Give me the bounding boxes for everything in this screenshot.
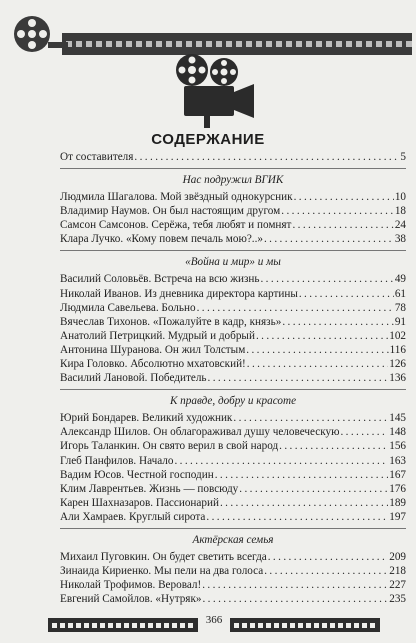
divider [60, 168, 406, 169]
toc-entry [60, 510, 406, 524]
leader-dots [294, 190, 394, 204]
film-hole [246, 41, 252, 47]
film-hole [96, 41, 102, 47]
entry-page: 218 [389, 565, 406, 578]
film-hole [354, 623, 359, 628]
film-hole [274, 623, 279, 628]
leader-dots [215, 468, 388, 482]
leader-dots [197, 301, 394, 315]
entry-title: Николай Иванов. Из дневника директора картины [60, 287, 298, 300]
film-hole [206, 41, 212, 47]
entry-page: 235 [389, 593, 406, 606]
film-hole [108, 623, 113, 628]
film-hole [60, 623, 65, 628]
film-hole [176, 41, 182, 47]
film-hole [68, 623, 73, 628]
entry-title: Клара Лучко. «Кому повем печаль мою?..» [60, 233, 263, 246]
section-heading: К правде, добру и красоте [169, 395, 297, 408]
toc-entry [60, 482, 406, 496]
entry-page: 91 [394, 315, 406, 328]
leader-dots [239, 482, 388, 496]
film-hole [242, 623, 247, 628]
toc-entry [60, 564, 406, 578]
entry-title: Юрий Бондарев. Великий художник [60, 412, 233, 425]
entry-page: 197 [389, 510, 406, 523]
entry-page: 136 [389, 372, 406, 385]
film-hole [52, 623, 57, 628]
entry-title: Евгений Самойлов. «Нутряк» [60, 593, 202, 606]
film-hole [330, 623, 335, 628]
leader-dots [260, 272, 393, 286]
entry-page: 148 [389, 426, 406, 439]
film-hole [156, 41, 162, 47]
entry-page: 227 [389, 579, 406, 592]
entry-title: Анатолий Петрицкий. Мудрый и добрый [60, 329, 255, 342]
sections-container [60, 172, 406, 606]
leader-dots [256, 329, 388, 343]
film-hole [346, 623, 351, 628]
leader-dots [268, 550, 388, 564]
film-hole [336, 41, 342, 47]
toc-entry [60, 301, 406, 315]
entry-title: Вячеслав Тихонов. «Пожалуйте в кадр, князь» [60, 315, 282, 328]
film-hole [148, 623, 153, 628]
film-hole [322, 623, 327, 628]
entry-title: Антонина Шуранова. Он жил Толстым [60, 343, 246, 356]
film-hole [100, 623, 105, 628]
film-hole [86, 41, 92, 47]
toc-entry [60, 454, 406, 468]
entry-page: 176 [389, 482, 406, 495]
toc-entry [60, 315, 406, 329]
film-hole [186, 41, 192, 47]
page-number: 366 [205, 614, 223, 626]
toc-entry [60, 329, 406, 343]
section-heading: «Война и мир» и мы [185, 256, 281, 269]
film-hole [396, 41, 402, 47]
entry-title: Глеб Панфилов. Начало [60, 454, 174, 467]
entry-title: Михаил Пуговкин. Он будет светить всегда [60, 550, 267, 563]
entry-title: Владимир Наумов. Он был настоящим другом [60, 205, 281, 218]
entry-title: Али Хамраев. Круглый сирота [60, 510, 206, 523]
leader-dots [247, 357, 388, 371]
toc-entry [60, 218, 406, 232]
section-heading: Нас подружил ВГИК [182, 174, 284, 187]
entry-page: 10 [394, 191, 406, 204]
film-reel-icon [10, 12, 70, 60]
entry-page: 5 [400, 151, 406, 163]
film-hole [298, 623, 303, 628]
entry-title: Кира Головко. Абсолютно мхатовский! [60, 358, 246, 371]
entry-title: Зинаида Кириенко. Мы пели на два голоса [60, 565, 264, 578]
section-heading: Актёрская семья [192, 533, 274, 546]
film-hole [188, 623, 193, 628]
leader-dots [246, 343, 388, 357]
film-hole [76, 41, 82, 47]
entry-page: 49 [394, 273, 406, 286]
film-hole [290, 623, 295, 628]
entry-title: От составителя [60, 151, 134, 163]
film-hole [116, 623, 121, 628]
toc-entry [60, 343, 406, 357]
entry-page: 102 [389, 329, 406, 342]
film-hole [406, 41, 412, 47]
toc-entry [60, 425, 406, 439]
film-hole [124, 623, 129, 628]
entry-title: Людмила Савельева. Больно [60, 301, 196, 314]
leader-dots [134, 150, 399, 164]
toc-entry [60, 578, 406, 592]
film-hole [346, 41, 352, 47]
toc-entry [60, 287, 406, 301]
leader-dots [281, 204, 394, 218]
film-hole [196, 41, 202, 47]
entry-title: Александр Шилов. Он облагораживал душу человеческую [60, 426, 340, 439]
toc-entry [60, 439, 406, 453]
entry-title: Игорь Таланкин. Он свято верил в свой народ [60, 440, 279, 453]
leader-dots [206, 510, 388, 524]
leader-dots [220, 496, 388, 510]
film-hole [362, 623, 367, 628]
film-hole [356, 41, 362, 47]
leader-dots [202, 578, 388, 592]
film-hole [236, 41, 242, 47]
entry-page: 209 [389, 550, 406, 563]
film-hole [156, 623, 161, 628]
toc-entry [60, 371, 406, 385]
toc-entry [60, 468, 406, 482]
film-hole [116, 41, 122, 47]
film-hole [256, 41, 262, 47]
film-hole [386, 41, 392, 47]
film-hole [172, 623, 177, 628]
film-hole [226, 41, 232, 47]
film-hole [126, 41, 132, 47]
toc-entry [60, 190, 406, 204]
film-hole [146, 41, 152, 47]
toc-entry [60, 496, 406, 510]
entry-page: 78 [394, 301, 406, 314]
film-hole [166, 41, 172, 47]
entry-title: Клим Лаврентьев. Жизнь — повсюду [60, 482, 239, 495]
film-hole [296, 41, 302, 47]
toc-entry [60, 272, 406, 286]
film-hole [76, 623, 81, 628]
film-hole [258, 623, 263, 628]
divider [60, 528, 406, 529]
film-hole [316, 41, 322, 47]
film-hole [92, 623, 97, 628]
film-hole [326, 41, 332, 47]
entry-page: 116 [389, 343, 406, 356]
entry-title: Василий Лановой. Победитель [60, 372, 207, 385]
film-hole [132, 623, 137, 628]
film-hole [216, 41, 222, 47]
film-hole [366, 41, 372, 47]
page-title: СОДЕРЖАНИЕ [151, 131, 265, 148]
film-hole [314, 623, 319, 628]
toc-entry [60, 204, 406, 218]
entry-page: 156 [389, 440, 406, 453]
film-hole [286, 41, 292, 47]
film-hole [140, 623, 145, 628]
leader-dots [264, 564, 388, 578]
film-hole [164, 623, 169, 628]
leader-dots [282, 315, 394, 329]
entry-title: Вадим Юсов. Честной господин [60, 468, 214, 481]
entry-page: 18 [394, 205, 406, 218]
leader-dots [202, 592, 388, 606]
film-hole [234, 623, 239, 628]
film-hole [250, 623, 255, 628]
bottom-film-strip-right [230, 618, 380, 632]
entry-page: 61 [394, 287, 406, 300]
entry-title: Василий Соловьёв. Встреча на всю жизнь [60, 273, 260, 286]
film-hole [306, 41, 312, 47]
film-hole [84, 623, 89, 628]
leader-dots [174, 454, 388, 468]
film-hole [338, 623, 343, 628]
film-hole [136, 41, 142, 47]
entry-page: 189 [389, 496, 406, 509]
film-hole [282, 623, 287, 628]
entry-page: 38 [394, 233, 406, 246]
entry-title: Николай Трофимов. Веровал! [60, 579, 202, 592]
bottom-film-strip-left [48, 618, 198, 632]
film-hole [180, 623, 185, 628]
film-hole [376, 41, 382, 47]
entry-title: Карен Шахназаров. Пассионарий [60, 496, 219, 509]
film-hole [276, 41, 282, 47]
leader-dots [299, 287, 394, 301]
film-hole [306, 623, 311, 628]
leader-dots [264, 232, 394, 246]
toc-entry [60, 232, 406, 246]
entry-title: Людмила Шагалова. Мой звёздный однокурсник [60, 191, 293, 204]
leader-dots [340, 425, 388, 439]
divider [60, 250, 406, 251]
divider [60, 389, 406, 390]
entry-page: 167 [389, 468, 406, 481]
table-of-contents [60, 150, 406, 606]
entry-title: Самсон Самсонов. Серёжа, тебя любят и помнят [60, 219, 292, 232]
entry-page: 126 [389, 358, 406, 371]
film-hole [106, 41, 112, 47]
movie-camera-icon [168, 50, 258, 130]
leader-dots [233, 411, 388, 425]
toc-entry [60, 411, 406, 425]
toc-entry-intro [60, 150, 406, 164]
leader-dots [208, 371, 389, 385]
entry-page: 145 [389, 412, 406, 425]
entry-page: 24 [394, 219, 406, 232]
toc-entry [60, 357, 406, 371]
leader-dots [292, 218, 393, 232]
leader-dots [279, 439, 388, 453]
toc-entry [60, 550, 406, 564]
film-hole [370, 623, 375, 628]
film-hole [266, 41, 272, 47]
film-hole [266, 623, 271, 628]
toc-entry [60, 592, 406, 606]
entry-page: 163 [389, 454, 406, 467]
